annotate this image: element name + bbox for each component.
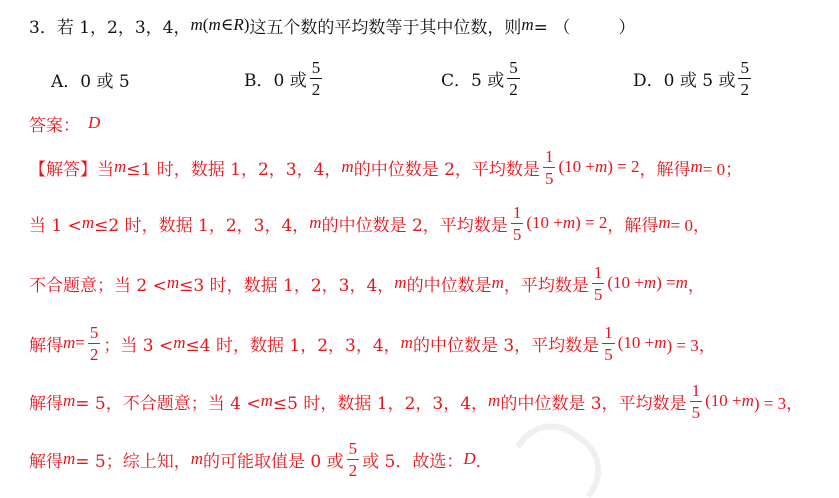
solution-tag: 【解答】 bbox=[29, 159, 97, 180]
option-a: A．0 或 5 bbox=[51, 71, 130, 92]
solution-line-6: 解得 m = 5；综上知， m 的可能取值是 0 或 $\frac{5}{2}$ 或 5．故选： D ． bbox=[29, 438, 493, 480]
solution-line-4: 解得 m = $\frac{5}{2}$ ；当 3 < m ≤4 时，数据 1，2，3，4， m 的中位数是 3，平均数是 $\frac{1}{5}$ (10 + m ) = 3， bbox=[29, 322, 716, 364]
fraction: $\frac{1}{5}$ bbox=[512, 202, 522, 244]
fraction: $\frac{5}{2}$ bbox=[348, 438, 358, 480]
fraction: $\frac{1}{5}$ bbox=[691, 380, 701, 422]
option-c: C．5 或 $\frac{5}{2}$ bbox=[441, 57, 518, 99]
fraction: $\frac{1}{5}$ bbox=[604, 322, 613, 364]
question-text-prefix: 若 1，2，3，4， bbox=[56, 17, 191, 38]
variable-m: m bbox=[190, 15, 203, 34]
fraction: $\frac{5}{2}$ bbox=[89, 322, 99, 364]
fraction: $\frac{5}{2}$ bbox=[740, 57, 749, 99]
question-stem: 3． 若 1，2，3，4， m ( m ∈ R ) 这五个数的平均数等于其中位数，则 m = （ ） bbox=[29, 10, 635, 40]
fraction: $\frac{5}{2}$ bbox=[311, 57, 321, 99]
question-number: 3． bbox=[29, 17, 57, 38]
answer-value: D bbox=[88, 113, 101, 132]
answer-label: 答案： bbox=[29, 115, 80, 136]
question-text-suffix: 这五个数的平均数等于其中位数，则 bbox=[249, 17, 522, 38]
fraction: $\frac{1}{5}$ bbox=[593, 262, 603, 304]
option-b: B．0 或 $\frac{5}{2}$ bbox=[244, 57, 321, 99]
solution-line-1: 【解答】 当 m ≤1 时，数据 1，2，3，4， m 的中位数是 2，平均数是 $\frac{1}{5}$ (10 + m ) = 2 ，解得 m = 0； bbox=[29, 146, 743, 188]
solution-line-5: 解得 m = 5，不合题意；当 4 < m ≤5 时，数据 1，2，3，4， m 的中位数是 3，平均数是 $\frac{1}{5}$ (10 + m ) = 3， bbox=[29, 380, 804, 422]
option-d: D．0 或 5 或 $\frac{5}{2}$ bbox=[633, 57, 749, 99]
fraction: $\frac{1}{5}$ bbox=[544, 146, 554, 188]
solution-line-2: 当 1 < m ≤2 时，数据 1，2，3，4， m 的中位数是 2，平均数是 $\frac{1}{5}$ (10 + m ) = 2 ，解得 m = 0， bbox=[29, 202, 710, 244]
fraction: $\frac{5}{2}$ bbox=[509, 57, 518, 99]
solution-line-3: 不合题意；当 2 < m ≤3 时，数据 1，2，3，4， m 的中位数是 m ，平均数是 $\frac{1}{5}$ (10 + m ) = m ， bbox=[29, 262, 705, 304]
answer-line bbox=[29, 108, 100, 138]
